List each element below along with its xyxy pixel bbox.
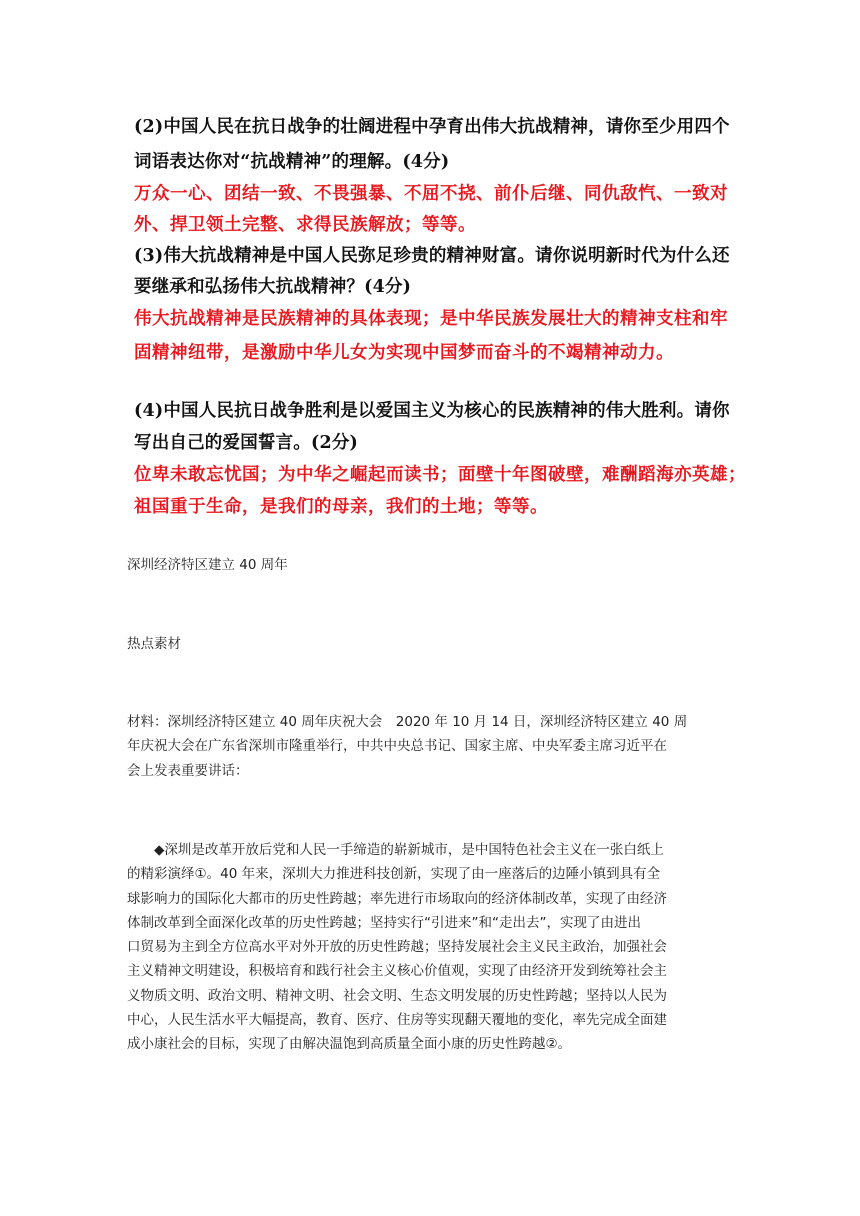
subsection-title: 热点素材 bbox=[127, 636, 181, 652]
speech-line: 球影响力的国际化大都市的历史性跨越；率先进行市场取向的经济体制改革，实现了由经济 bbox=[127, 890, 667, 907]
speech-line: 义物质文明、政治文明、精神文明、社会文明、生态文明发展的历史性跨越；坚持以人民为 bbox=[127, 987, 667, 1004]
speech-line: 口贸易为主到全方位高水平对外开放的历史性跨越；坚持发展社会主义民主政治，加强社会 bbox=[127, 939, 667, 956]
material-paragraph bbox=[127, 710, 739, 783]
question-2-line-1: (2)中国人民在抗日战争的壮阔进程中孕育出伟大抗战精神，请你至少用四个 bbox=[134, 117, 730, 137]
question-3-line-2: 要继承和弘扬伟大抗战精神？(4分) bbox=[134, 277, 412, 297]
material-line: 会上发表重要讲话： bbox=[127, 762, 249, 779]
speech-line: 成小康社会的目标，实现了由解决温饱到高质量全面小康的历史性跨越②。 bbox=[127, 1036, 572, 1053]
material-line: 年庆祝大会在广东省深圳市隆重举行，中共中央总书记、国家主席、中央军委主席习近平在 bbox=[127, 738, 667, 755]
speech-line: 中心，人民生活水平大幅提高，教育、医疗、住房等实现翻天覆地的变化，率先完成全面建 bbox=[127, 1012, 667, 1029]
speech-line: ◆深圳是改革开放后党和人民一手缔造的崭新城市，是中国特色社会主义在一张白纸上 bbox=[127, 842, 664, 858]
answer-3-line-1: 伟大抗战精神是民族精神的具体表现；是中华民族发展壮大的精神支柱和牢 bbox=[134, 309, 728, 329]
speech-line: 的精彩演绎①。40 年来，深圳大力推进科技创新，实现了由一座落后的边陲小镇到具有全 bbox=[127, 866, 661, 883]
speech-line: 主义精神文明建设，积极培育和践行社会主义核心价值观，实现了由经济开发到统筹社会主 bbox=[127, 963, 667, 980]
answer-2-line-1: 万众一心、团结一致、不畏强暴、不屈不挠、前仆后继、同仇敌忾、一致对 bbox=[134, 184, 728, 204]
speech-paragraph bbox=[127, 838, 739, 1057]
speech-line: 体制改革到全面深化改革的历史性跨越；坚持实行“引进来”和“走出去”，实现了由进出 bbox=[127, 914, 641, 931]
question-2-line-2: 词语表达你对“抗战精神”的理解。(4分) bbox=[134, 152, 450, 172]
answer-4-line-1: 位卑未敢忘忧国；为中华之崛起而读书；面壁十年图破壁，难酬蹈海亦英雄； bbox=[134, 465, 746, 485]
question-4-line-1: (4)中国人民抗日战争胜利是以爱国主义为核心的民族精神的伟大胜利。请你 bbox=[134, 401, 730, 421]
question-4-line-2: 写出自己的爱国誓言。(2分) bbox=[134, 433, 359, 453]
question-3-line-1: (3)伟大抗战精神是中国人民弥足珍贵的精神财富。请你说明新时代为什么还 bbox=[134, 246, 730, 266]
material-line: 材料：深圳经济特区建立 40 周年庆祝大会 2020 年 10 月 14 日，深圳经济特区建立 40 周 bbox=[127, 714, 688, 730]
answer-4-line-2: 祖国重于生命，是我们的母亲，我们的土地；等等。 bbox=[134, 497, 548, 517]
answer-3-line-2: 固精神纽带，是激励中华儿女为实现中国梦而奋斗的不竭精神动力。 bbox=[134, 343, 674, 363]
answer-2-line-2: 外、捍卫领土完整、求得民族解放；等等。 bbox=[134, 215, 476, 235]
section-title: 深圳经济特区建立 40 周年 bbox=[127, 557, 288, 573]
